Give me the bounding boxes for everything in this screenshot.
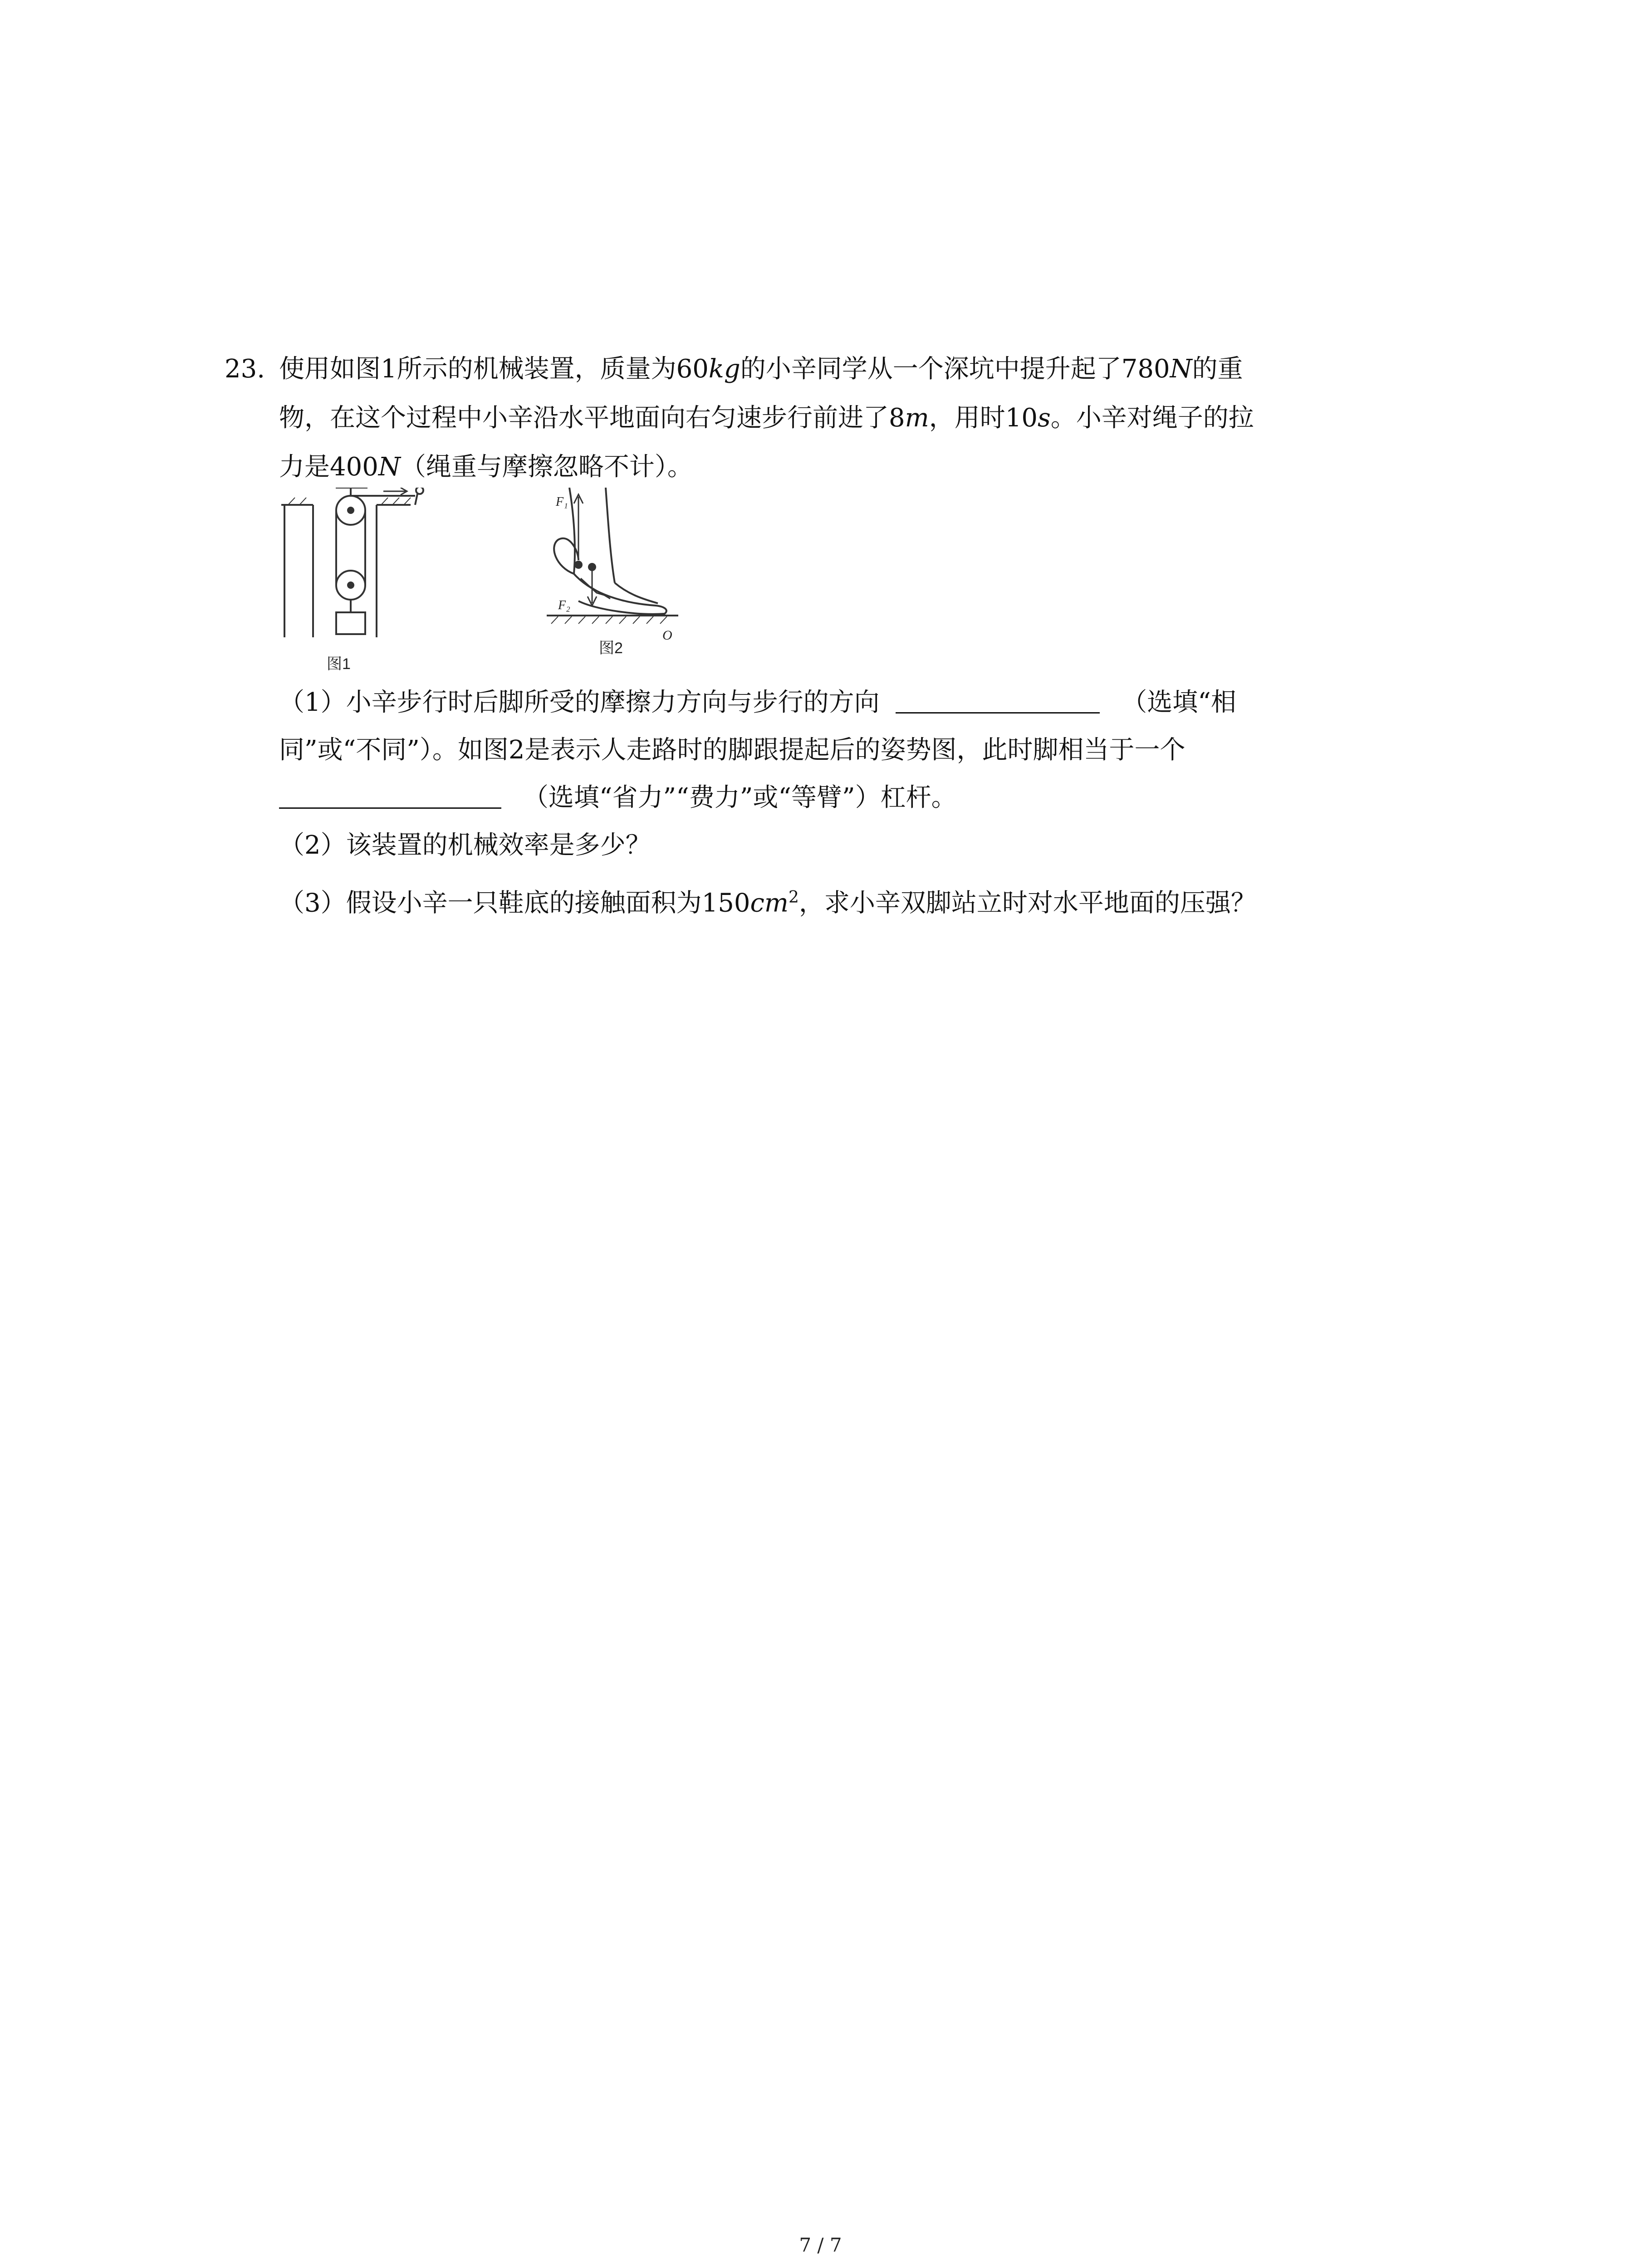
sub-question-1-line-2: 同”或“不同”）。如图2是表示人走路时的脚跟提起后的姿势图，此时脚相当于一个 xyxy=(279,735,1185,765)
sub-question-1-line-1: （1）小辛步行时后脚所受的摩擦力方向与步行的方向 （选填“相 xyxy=(279,688,1236,717)
answer-blank-2[interactable] xyxy=(279,782,501,809)
figure-1-caption: 图1 xyxy=(327,655,351,673)
question-number: 23. xyxy=(225,354,265,384)
sub-question-1-line-3: （选填“省力”“费力”或“等臂”）杠杆。 xyxy=(279,773,957,822)
question-stem xyxy=(279,345,1459,492)
sub-question-3: （3）假设小辛一只鞋底的接触面积为$150cm^2$，求小辛双脚站立时对水平地面的压强？ xyxy=(279,888,1256,918)
page-number: 7 / 7 xyxy=(799,2234,842,2256)
stem-line-3: 力是400N（绳重与摩擦忽略不计）。 xyxy=(279,452,693,482)
figure-2-caption: 图2 xyxy=(599,640,623,657)
stem-line-1: 使用如图1所示的机械装置，质量为60kg的小辛同学从一个深坑中提升起了780N的重 xyxy=(279,354,1243,384)
figure-2-f2-label: F₂ xyxy=(558,598,570,612)
figure-2-o-label: O xyxy=(662,628,672,643)
stem-line-2: 物，在这个过程中小辛沿水平地面向右匀速步行前进了8m，用时10s。小辛对绳子的拉 xyxy=(279,403,1254,433)
answer-blank-1[interactable] xyxy=(896,687,1100,714)
sub-question-2: （2）该装置的机械效率是多少？ xyxy=(279,831,651,860)
figures xyxy=(279,488,687,678)
figure-1-pulley-diagram xyxy=(281,488,423,637)
figure-2-f1-label: F₁ xyxy=(556,495,568,509)
